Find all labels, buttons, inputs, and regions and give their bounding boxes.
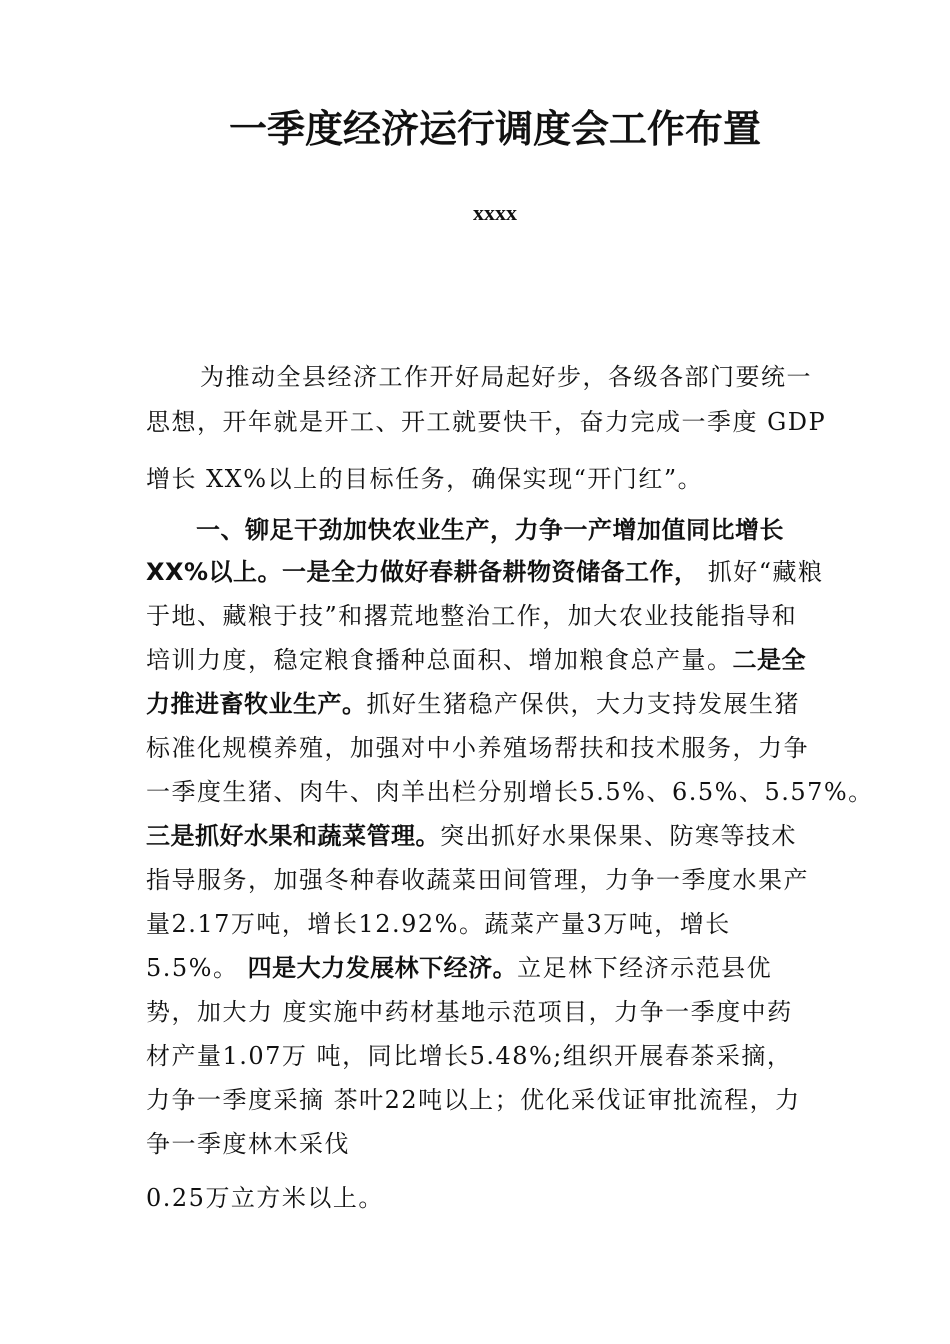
intro-line: 为推动全县经济工作开好局起好步，各级各部门要统一 xyxy=(200,363,812,391)
body-line xyxy=(146,816,797,851)
body-text: 抓好“藏粮 xyxy=(698,558,824,586)
body-line xyxy=(146,948,772,983)
body-line: 标准化规模养殖，加强对中小养殖场帮扶和技术服务，力争 xyxy=(146,734,809,762)
body-text: 5.5%。 xyxy=(146,954,248,982)
body-text: 突出抓好水果保果、防寒等技术 xyxy=(440,822,797,850)
body-line xyxy=(146,640,806,675)
section-heading-line xyxy=(196,510,784,545)
body-line: 于地、藏粮于技”和撂荒地整治工作，加大农业技能指导和 xyxy=(146,602,798,630)
body-text: 抓好生猪稳产保供，大力支持发展生猪 xyxy=(366,690,800,718)
section-heading: XX%以上。一是全力做好春耕备耕物资储备工作， xyxy=(146,558,699,586)
intro-line: 增长 XX%以上的目标任务，确保实现“开门红”。 xyxy=(146,465,704,493)
body-line: 势，加大力 度实施中药材基地示范项目，力争一季度中药 xyxy=(146,998,793,1026)
body-line xyxy=(146,552,823,587)
intro-line: 思想，开年就是开工、开工就要快干，奋力完成一季度 GDP xyxy=(146,408,827,436)
document-author: xxxx xyxy=(473,200,517,225)
subheading: 二是全 xyxy=(732,646,806,674)
body-line: 材产量1.07万 吨，同比增长5.48%;组织开展春茶采摘， xyxy=(146,1042,793,1070)
document-title: 一季度经济运行调度会工作布置 xyxy=(228,106,761,151)
body-line: 力争一季度采摘 茶叶22吨以上；优化采伐证审批流程，力 xyxy=(146,1086,801,1114)
section-heading: 一、铆足干劲加快农业生产，力争一产增加值同比增长 xyxy=(196,516,784,544)
body-line: 争一季度林木采伐 xyxy=(146,1130,350,1158)
body-line xyxy=(146,684,800,719)
body-line: 0.25万立方米以上。 xyxy=(146,1184,384,1212)
body-text: 培训力度，稳定粮食播种总面积、增加粮食总产量。 xyxy=(146,646,733,674)
body-text: 立足林下经济示范县优 xyxy=(517,954,773,982)
subheading: 四是大力发展林下经济。 xyxy=(247,954,518,982)
body-line: 量2.17万吨，增长12.92%。蔬菜产量3万吨，增长 xyxy=(146,910,731,938)
subheading: 力推进畜牧业生产。 xyxy=(146,690,367,718)
subheading: 三是抓好水果和蔬菜管理。 xyxy=(146,822,440,850)
body-line: 指导服务，加强冬种春收蔬菜田间管理，力争一季度水果产 xyxy=(146,866,809,894)
body-line: 一季度生猪、肉牛、肉羊出栏分别增长5.5%、6.5%、5.57%。 xyxy=(146,778,874,806)
